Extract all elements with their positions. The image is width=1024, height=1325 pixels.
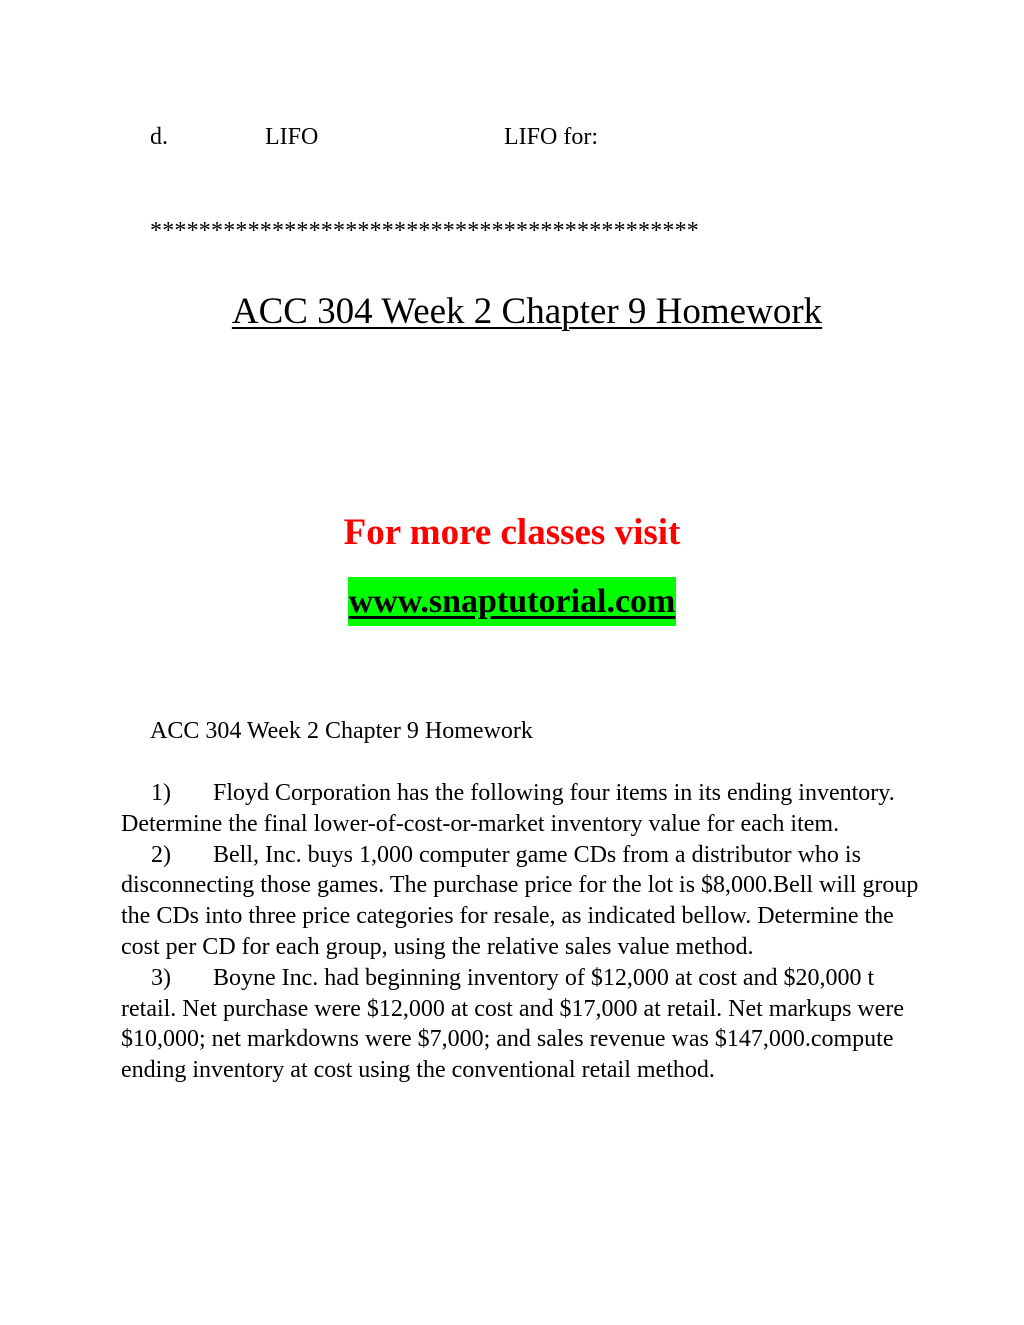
promo-link[interactable]: www.snaptutorial.com <box>348 577 677 626</box>
question-item <box>121 963 921 1086</box>
separator-line: ********************************************* <box>150 218 699 244</box>
question-text: Floyd Corporation has the following four items in its ending inventory. Determine the final lower-of-cost-or-market inventory value for each item. <box>121 780 895 837</box>
question-text: Bell, Inc. buys 1,000 computer game CDs from a distributor who is disconnecting those games. The purchase price for the lot is $8,000.Bell will group the CDs into three price categories for resale, as indicated bellow. Determine the cost per CD for each group, using the relative sales value method. <box>121 841 919 960</box>
promo-link-wrapper <box>0 577 1024 626</box>
question-item <box>121 778 921 840</box>
row-letter: d. <box>150 124 168 150</box>
question-number: 2) <box>151 841 171 868</box>
question-list <box>121 778 921 1086</box>
promo-text: For more classes visit <box>343 512 681 553</box>
question-item <box>121 840 921 963</box>
question-number: 3) <box>151 964 171 991</box>
question-number: 1) <box>151 780 171 806</box>
row-method-label: LIFO <box>265 124 319 150</box>
page-title: ACC 304 Week 2 Chapter 9 Homework <box>231 291 823 332</box>
section-subtitle: ACC 304 Week 2 Chapter 9 Homework <box>150 718 533 744</box>
row-method-for-label: LIFO for: <box>504 124 598 150</box>
question-text: Boyne Inc. had beginning inventory of $12,000 at cost and $20,000 t retail. Net purchase were $12,000 at cost and $17,000 at retail. Net markups were $10,000; net markdowns were $7,000; and sales revenue was $147,000.compute ending inventory at cost using the conventional retail method. <box>121 964 905 1084</box>
